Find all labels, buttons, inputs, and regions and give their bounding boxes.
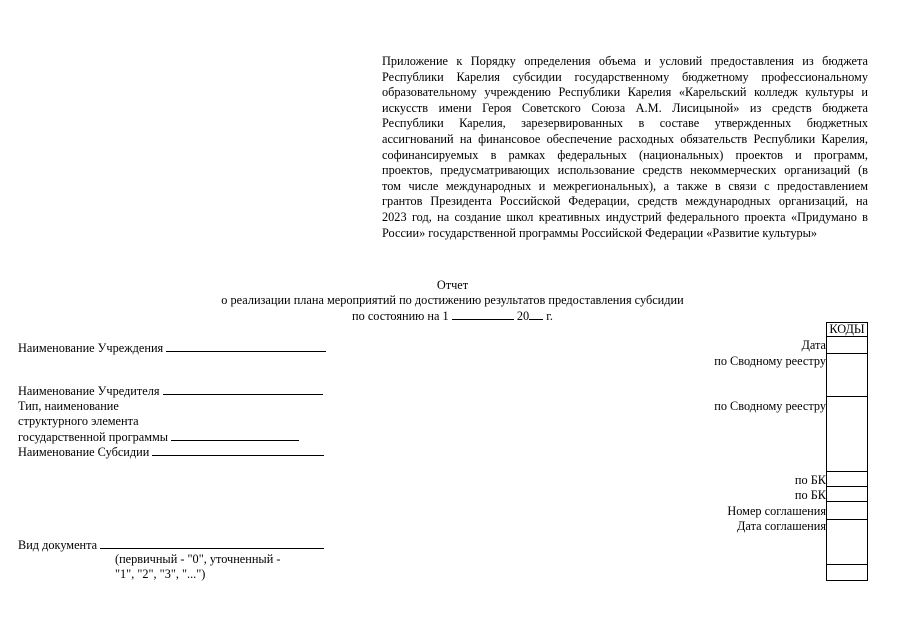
appendix-block <box>382 54 868 241</box>
institution-field <box>18 340 326 356</box>
type-label-line2: структурного элемента <box>18 414 139 428</box>
code-cell-registry-2[interactable] <box>826 396 868 472</box>
state-date-blank[interactable] <box>452 308 514 320</box>
appendix-line: грантов Президента Российской Федерации, средств международных организаций, на <box>382 194 868 209</box>
appendix-line: Приложение к Порядку определения объема и условий предоставления из бюджета <box>382 54 868 68</box>
state-year: 20 <box>516 309 530 323</box>
appendix-line: том числе международных и межрегиональных), а также в связи с предоставлением <box>382 178 868 193</box>
state-prefix: по состоянию на 1 <box>352 309 449 323</box>
type-label-line1: Тип, наименование <box>18 399 119 413</box>
agreement-number-label: Номер соглашения <box>727 504 826 518</box>
type-label-line3: государственной программы <box>18 430 169 444</box>
appendix-line: Республики Карелия, зарезервированных в составе утвержденных бюджетных <box>382 116 868 131</box>
report-subtitle: о реализации плана мероприятий по достижению результатов предоставления субсидии <box>221 293 684 307</box>
subsidy-label: Наименование Субсидии <box>18 445 150 459</box>
type-field <box>18 429 299 445</box>
institution-blank[interactable] <box>166 340 326 352</box>
code-cell-agreement-number[interactable] <box>826 501 868 520</box>
bk-label-2: по БК <box>794 488 826 502</box>
doc-type-blank[interactable] <box>100 537 324 549</box>
code-cell-registry-1[interactable] <box>826 353 868 397</box>
code-cell-doc-type[interactable] <box>826 564 868 581</box>
report-title: Отчет <box>436 278 469 292</box>
code-cell-agreement-date[interactable] <box>826 519 868 565</box>
state-suffix: г. <box>546 309 553 323</box>
founder-field <box>18 383 323 399</box>
code-cell-bk-1[interactable] <box>826 471 868 487</box>
state-year-blank[interactable] <box>529 308 543 320</box>
appendix-line: Республики Карелия субсидии государственному бюджетному профессиональному <box>382 69 868 84</box>
report-state-line <box>0 308 905 324</box>
institution-label: Наименование Учреждения <box>18 341 164 355</box>
founder-label: Наименование Учредителя <box>18 384 160 398</box>
registry-label-1: по Сводному реестру <box>714 354 826 368</box>
appendix-line: проектов, предусматривающих использование средств некоммерческих организаций (в <box>382 163 868 178</box>
registry-label-2: по Сводному реестру <box>714 399 826 413</box>
founder-blank[interactable] <box>163 383 323 395</box>
doc-type-hint-line2: "1", "2", "3", "...") <box>115 567 206 581</box>
agreement-date-label: Дата соглашения <box>737 519 826 533</box>
appendix-line: искусств имени Героя Советского Союза А.М. Лисицыной» из средств бюджета <box>382 100 868 115</box>
appendix-line: образовательному учреждению Республики Карелия «Карельский колледж культуры и <box>382 85 868 100</box>
appendix-line: софинансируемых в рамках федеральных (национальных) проектов и программ, <box>382 147 868 162</box>
subsidy-blank[interactable] <box>152 444 324 456</box>
doc-type-field <box>18 537 324 553</box>
code-cell-date[interactable] <box>826 336 868 354</box>
bk-label-1: по БК <box>794 473 826 487</box>
appendix-line: 2023 год, на создание школ креативных индустрий федерального проекта «Придумано в <box>382 209 868 224</box>
appendix-line: ассигнований на финансовое обеспечение расходных обязательств Республики Карелия, <box>382 131 868 146</box>
doc-type-hint-line1: (первичный - "0", уточненный - <box>115 552 281 566</box>
type-blank[interactable] <box>171 429 299 441</box>
doc-type-label: Вид документа <box>18 538 98 552</box>
code-cell-bk-2[interactable] <box>826 486 868 502</box>
codes-header: КОДЫ <box>826 322 868 337</box>
subsidy-field <box>18 444 324 460</box>
date-label: Дата <box>801 338 826 352</box>
appendix-line: России» государственной программы Российской Федерации «Развитие культуры» <box>382 225 818 240</box>
